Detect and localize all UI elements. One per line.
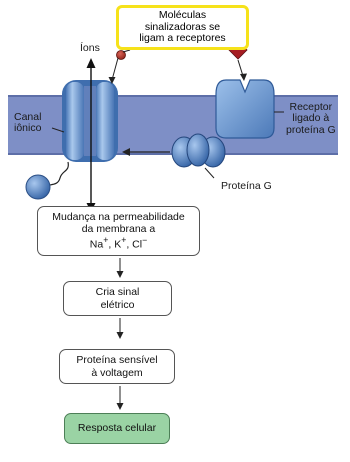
channel-inactivation-ball [26,175,50,199]
ion-channel-label [14,112,41,135]
callout-line-2: sinalizadoras se [144,20,221,33]
receptor-label-line-1: Receptor [289,101,333,113]
step-arrow-2 [117,318,124,339]
permeability-ions: Na+, K+, Cl− [89,235,148,251]
signal-molecules-callout [116,5,249,50]
g-protein [172,134,225,167]
ions-label: Íons [80,42,100,54]
cell-response-label: Resposta celular [77,422,157,435]
ion-channel-label-line-1: Canal [14,111,42,123]
voltage-line-2: à voltagem [91,366,143,379]
voltage-line-1: Proteína sensível [76,354,158,367]
g-protein-label: Proteína G [221,180,272,192]
receptor-label-line-2: ligado à [292,112,330,125]
receptor-label-line-3: proteína G [286,123,336,136]
step-arrow-1 [117,258,124,278]
ion-channel-label-line-2: iônico [14,122,42,135]
step-arrow-3 [117,386,124,410]
ion-potassium: K [114,238,122,251]
electric-line-1: Cria sinal [95,286,140,299]
step-voltage-protein [59,349,175,384]
ion-channel [62,80,118,162]
permeability-line-2: da membrana a [81,223,156,236]
ion-sodium: Na [89,238,104,251]
electric-line-2: elétrico [100,298,135,311]
step-cell-response [64,413,170,444]
callout-line-1: Moléculas [158,8,207,21]
ligand-arrow-to-channel [112,58,118,80]
permeability-line-1: Mudança na permeabilidade [52,211,185,224]
step-membrane-permeability [37,206,200,256]
g-protein-coupled-receptor [216,80,274,138]
ligand-arrow-to-receptor [238,60,243,76]
callout-line-3: ligam a receptores [139,32,226,45]
step-electrical-signal [63,281,172,316]
ion-chloride: Cl [132,238,143,251]
receptor-label [286,102,336,136]
